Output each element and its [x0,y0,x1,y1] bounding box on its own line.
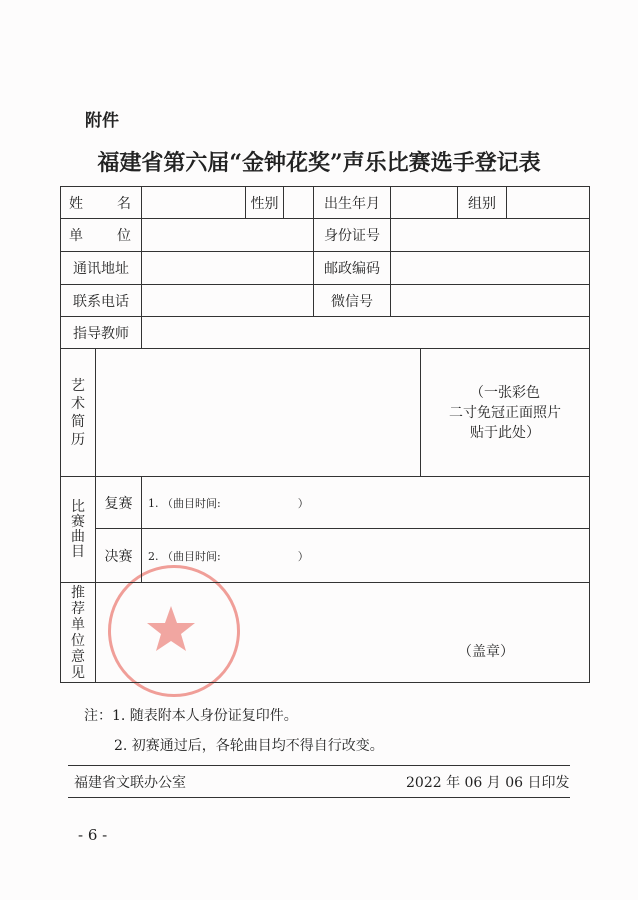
postcode-field[interactable] [390,251,590,285]
label-char: 术 [71,395,85,412]
semifinal-song-field[interactable] [141,476,590,529]
label-char: 比 [71,498,85,515]
label-group: 组别 [457,186,507,219]
group-field[interactable] [506,186,590,219]
birth-field[interactable] [390,186,458,219]
teacher-field[interactable] [141,316,590,349]
label-char: 艺 [71,377,85,394]
art-resume-field[interactable] [95,348,421,477]
note-1: 注：1. 随表附本人身份证复印件。 [84,708,298,724]
label-postcode: 邮政编码 [313,251,391,285]
label-char: 单 [71,616,85,633]
label-char: 推 [71,584,85,601]
note-2: 2. 初赛通过后，各轮曲目均不得自行改变。 [114,738,384,754]
footer-issuer: 福建省文联办公室 [74,775,186,791]
label-recommend [60,582,96,683]
label-char: 位 [71,632,85,649]
gender-field[interactable] [283,186,314,219]
label-char: 目 [71,543,85,560]
footer-date: 2022 年 06 月 06 日印发 [406,775,570,791]
stamp-label: （盖章） [458,644,514,660]
final-item: 2. （曲目时间: ） [148,549,309,563]
label-phone: 联系电话 [60,284,142,317]
label-birth: 出生年月 [313,186,391,219]
label-char: 简 [71,413,85,430]
label-songs [60,476,96,583]
wechat-field[interactable] [390,284,590,317]
label-semifinal: 复赛 [95,476,142,529]
photo-instruction: 贴于此处） [470,424,540,441]
label-char: 意 [71,648,85,665]
page-title: 福建省第六届“金钟花奖”声乐比赛选手登记表 [97,150,541,176]
divider [68,797,570,798]
label-char: 见 [71,664,85,681]
label-unit: 单 位 [60,218,142,252]
label-char: 历 [71,431,85,448]
attachment-label: 附件 [85,111,119,131]
label-teacher: 指导教师 [60,316,142,349]
semifinal-item: 1. （曲目时间: ） [148,496,309,510]
label-char: 荐 [71,600,85,617]
label-final: 决赛 [95,528,142,583]
label-char: 曲 [71,528,85,545]
label-wechat: 微信号 [313,284,391,317]
address-field[interactable] [141,251,314,285]
unit-field[interactable] [141,218,314,252]
photo-area[interactable] [420,348,590,477]
name-field[interactable] [141,186,246,219]
label-char: 赛 [71,513,85,530]
phone-field[interactable] [141,284,314,317]
label-address: 通讯地址 [60,251,142,285]
recommend-field[interactable] [95,582,590,683]
final-song-field[interactable] [141,528,590,583]
label-art-resume [60,348,96,477]
page-number: - 6 - [78,826,108,844]
label-name: 姓 名 [60,186,142,219]
label-id: 身份证号 [313,218,391,252]
label-gender: 性别 [245,186,284,219]
id-field[interactable] [390,218,590,252]
divider [68,765,570,766]
photo-instruction: 二寸免冠正面照片 [449,404,561,421]
photo-instruction: （一张彩色 [470,384,540,401]
